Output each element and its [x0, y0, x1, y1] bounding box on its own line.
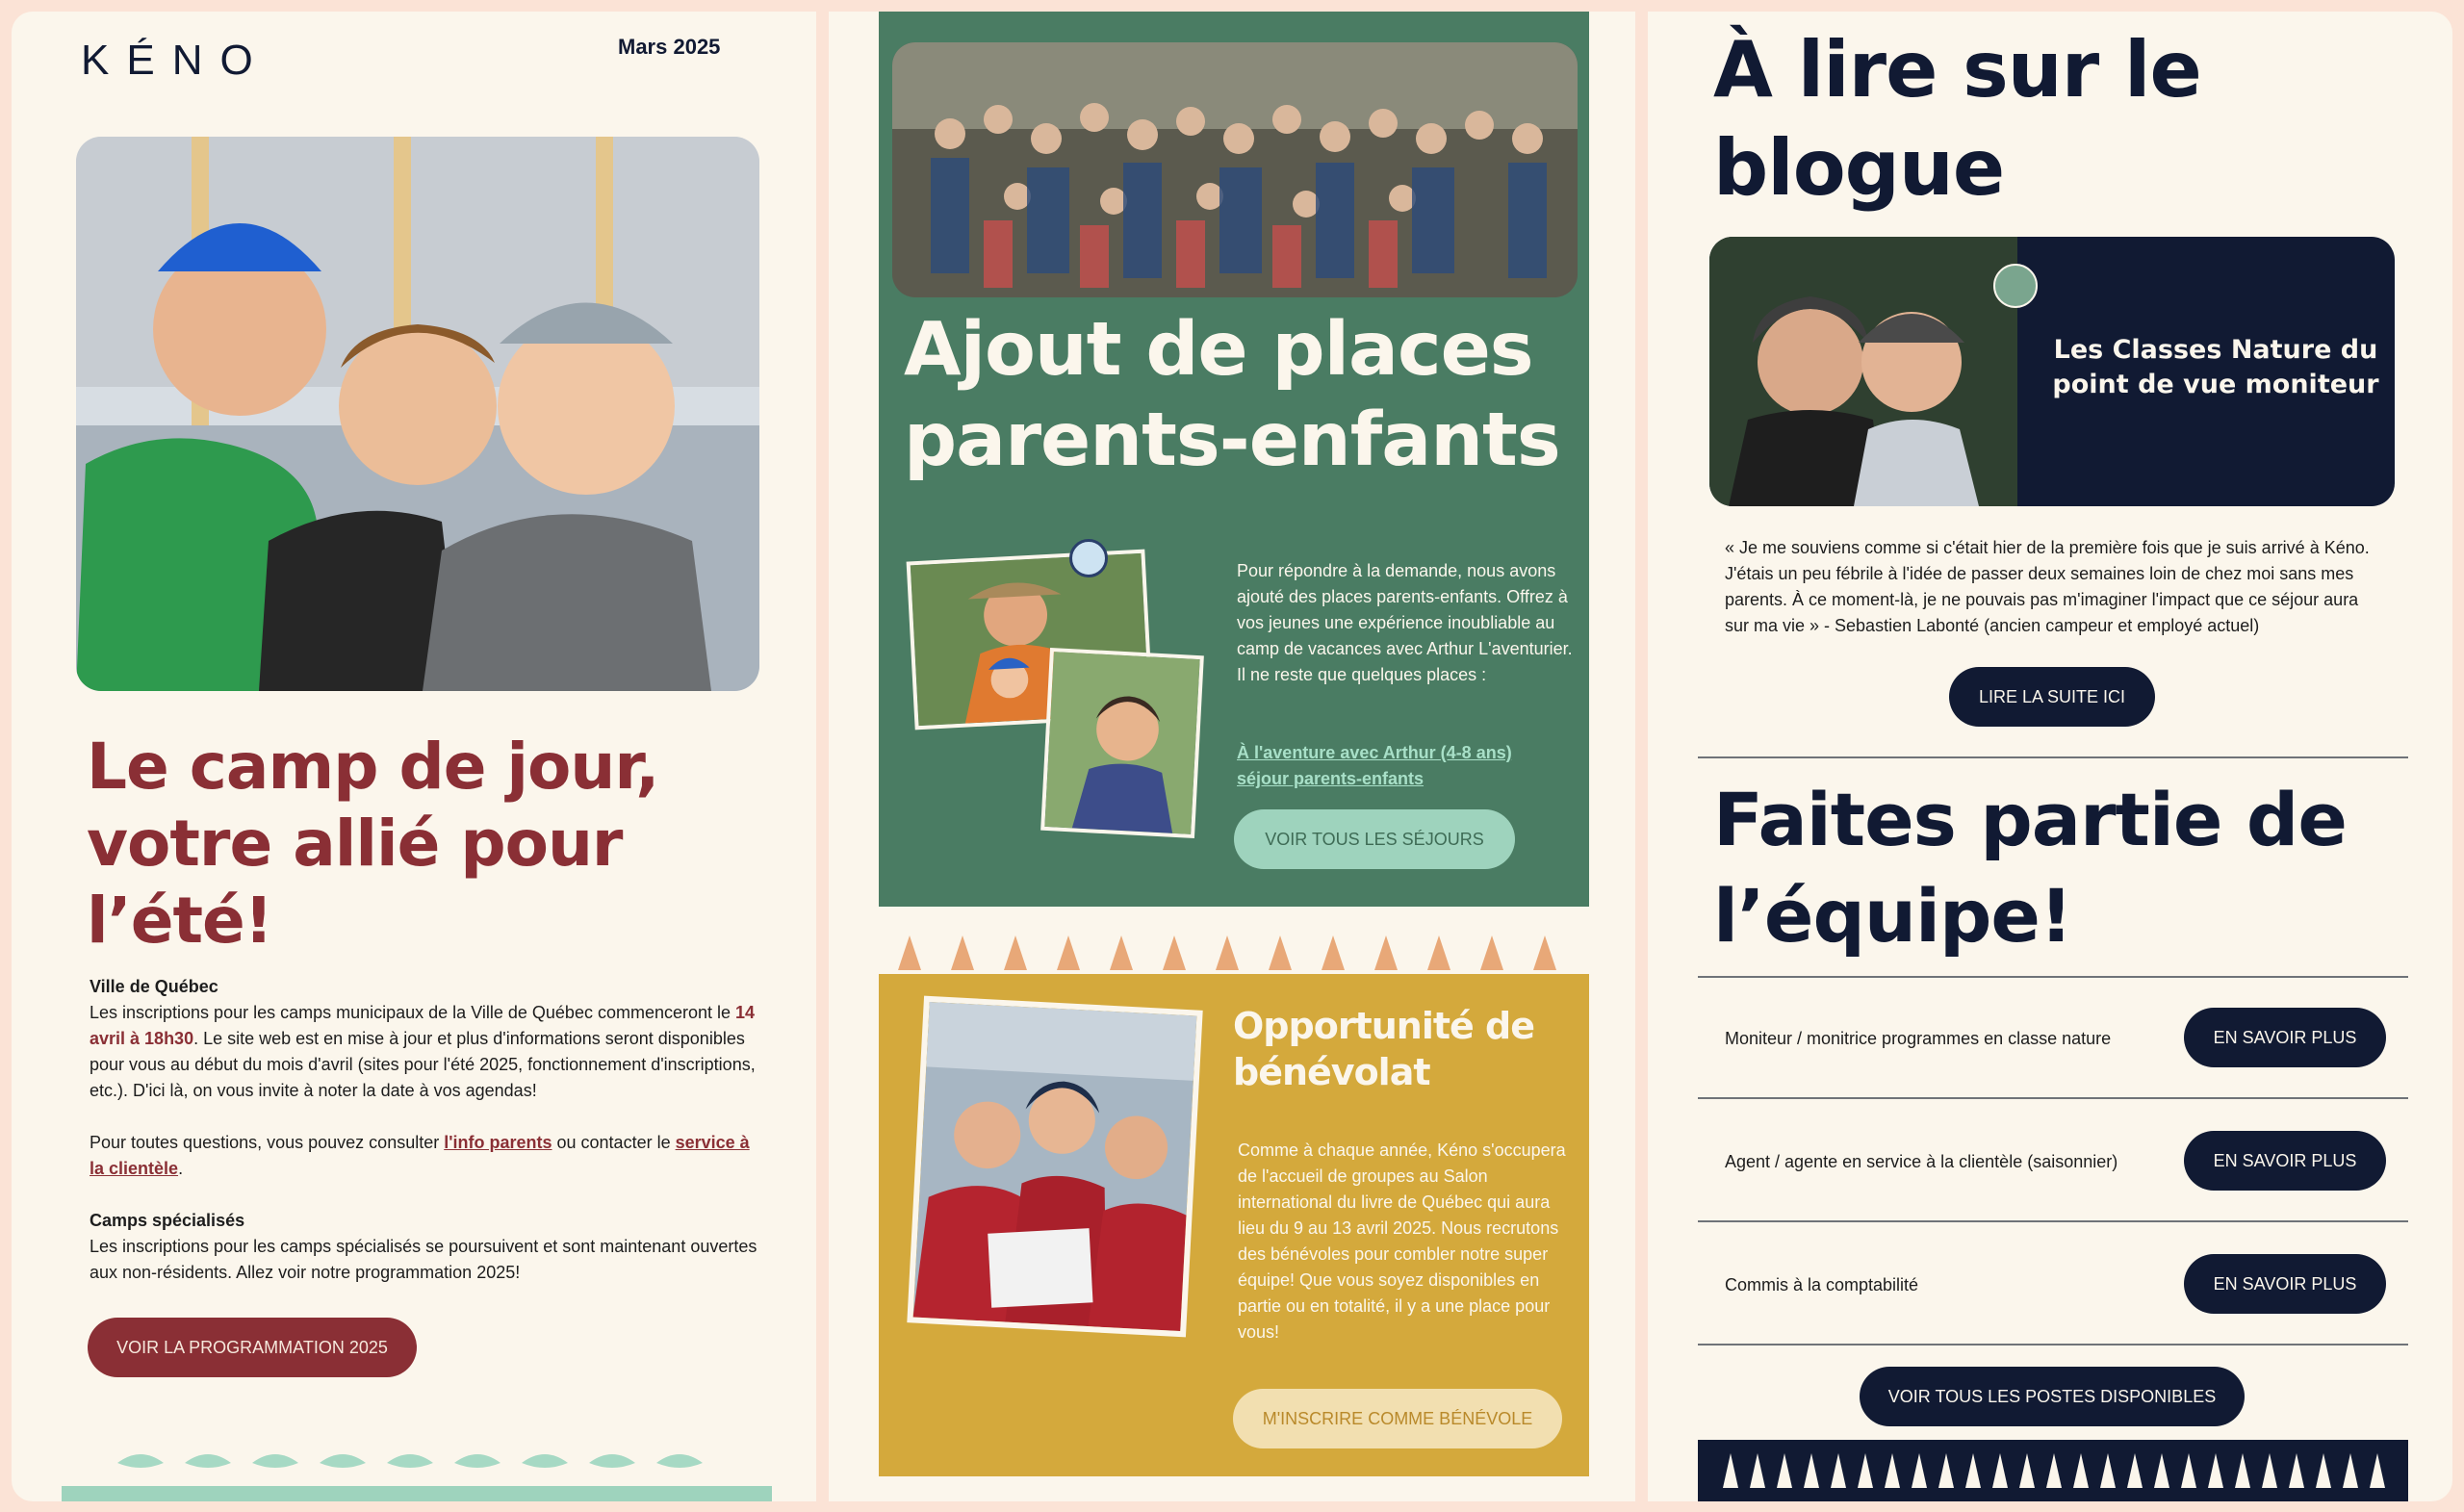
job-row [1698, 1224, 2408, 1345]
job-title: Moniteur / monitrice programmes en classe nature [1725, 1029, 2112, 1048]
parent-child-photo-2 [1040, 648, 1204, 838]
blog-photo [1709, 237, 2017, 506]
blog-card[interactable] [1709, 237, 2395, 506]
column-camp-de-jour [12, 12, 816, 1501]
column-blogue-equipe [1648, 12, 2452, 1501]
divider [1698, 756, 2408, 758]
volunteer-photo [907, 996, 1202, 1338]
customer-service-link[interactable]: service à la clientèle [90, 1133, 750, 1178]
blog-card-title: Les Classes Nature du point de vue moniteur [2052, 335, 2379, 399]
read-more-button[interactable]: LIRE LA SUITE ICI [1949, 667, 2155, 727]
volunteer-button[interactable]: M'INSCRIRE COMME BÉNÉVOLE [1233, 1389, 1562, 1448]
decorative-wave-divider [117, 1436, 733, 1474]
contact-paragraph: Pour toutes questions, vous pouvez consulter l'info parents ou contacter le service à la clientèle. [90, 1133, 750, 1178]
blog-quote: « Je me souviens comme si c'était hier de la première fois que je suis arrivé à Kéno. J'étais un peu fébrile à l'idée de passer deux semaines loin de chez moi sans mes parents. À ce moment-là, je ne pouvais pas m'imaginer l'impact que ce séjour aura sur ma vie » - Sebastien Labonté (ancien campeur et employé actuel) [1725, 538, 2370, 635]
forest-footer [1698, 1440, 2408, 1501]
info-parents-link[interactable]: l'info parents [444, 1133, 552, 1152]
badge-icon [1993, 264, 2038, 308]
kids-photo [76, 137, 759, 691]
arthur-link[interactable]: À l'aventure avec Arthur (4-8 ans) séjour parents-enfants [1237, 743, 1512, 788]
job-more-button[interactable]: EN SAVOIR PLUS [2184, 1008, 2386, 1067]
section-ville-quebec [90, 974, 763, 1286]
section-paragraph: Les inscriptions pour les camps spécialisés se poursuivent et sont maintenant ouvertes aux non-résidents. Allez voir notre programmation 2025! [90, 1237, 757, 1282]
section-title: Ville de Québec [90, 977, 218, 996]
job-row [1698, 1101, 2408, 1222]
places-headline: Ajout de places parents-enfants [904, 307, 1560, 483]
programmation-button[interactable]: VOIR LA PROGRAMMATION 2025 [88, 1318, 417, 1377]
camp-badge-icon [1069, 539, 1108, 577]
tree-pattern [1698, 1440, 2408, 1501]
column-sejours [829, 12, 1635, 1501]
issue-date: Mars 2025 [618, 35, 721, 59]
places-body: Pour répondre à la demande, nous avons ajouté des places parents-enfants. Offrez à vos jeunes une expérience inoubliable au camp de vacances avec Arthur L'aventurier. Il ne reste que quelques places : [1237, 561, 1573, 684]
logo: KÉNO [81, 37, 270, 84]
job-title: Commis à la comptabilité [1725, 1275, 1919, 1294]
group-photo [892, 42, 1578, 297]
section-title: Camps spécialisés [90, 1211, 245, 1230]
job-row [1698, 978, 2408, 1099]
job-title: Agent / agente en service à la clientèle (saisonnier) [1725, 1152, 2118, 1171]
job-more-button[interactable]: EN SAVOIR PLUS [2184, 1131, 2386, 1191]
volunteer-body: Comme à chaque année, Kéno s'occupera de l'accueil de groupes au Salon international du livre de Québec qui aura lieu du 9 au 13 avril 2025. Nous recrutons des bénévoles pour combler notre super équipe! Que vous soyez disponibles en partie ou en totalité, il y a une place pour vous! [1238, 1140, 1566, 1342]
blog-title: À lire sur le blogue [1713, 25, 2201, 213]
mint-bottom-bar [62, 1486, 772, 1501]
job-more-button[interactable]: EN SAVOIR PLUS [2184, 1254, 2386, 1314]
volunteer-title: Opportunité de bénévolat [1233, 1005, 1534, 1093]
all-sejours-button[interactable]: VOIR TOUS LES SÉJOURS [1234, 809, 1515, 869]
team-title: Faites partie de l’équipe! [1713, 777, 2347, 959]
headline: Le camp de jour, votre allié pour l’été! [87, 730, 659, 958]
all-jobs-button[interactable]: VOIR TOUS LES POSTES DISPONIBLES [1860, 1367, 2245, 1426]
campfire-divider [886, 928, 1579, 976]
section-paragraph: Les inscriptions pour les camps municipaux de la Ville de Québec commenceront le 14 avril à 18h30. Le site web est en mise à jour et plus d'informations seront disponibles pour vous au début du mois d'avril (sites pour l'été 2025, fonctionnement d'inscriptions, etc.). D'ici là, on vous invite à noter la date à vos agendas! [90, 1003, 756, 1100]
